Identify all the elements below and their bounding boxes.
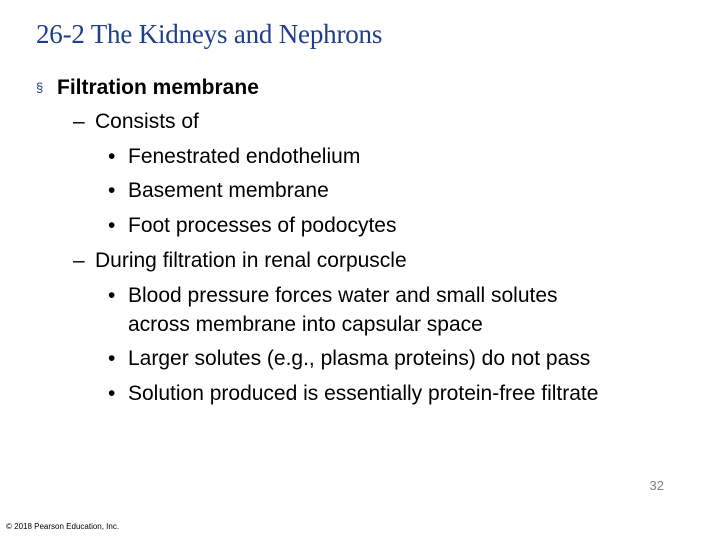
dot-bullet-icon: • — [108, 179, 116, 202]
bullet-item-l3: Blood pressure forces water and small solutes — [128, 284, 558, 307]
bullet-item-l3: Larger solutes (e.g., plasma proteins) do not pass — [128, 347, 591, 370]
dot-bullet-icon: • — [108, 347, 116, 370]
bullet-item-l3: Foot processes of podocytes — [128, 214, 397, 237]
section-bullet-icon: § — [36, 80, 44, 95]
dash-bullet-icon: – — [73, 249, 85, 272]
bullet-item-l1: Filtration membrane — [57, 76, 259, 99]
bullet-item-l2: During filtration in renal corpuscle — [95, 249, 407, 272]
dot-bullet-icon: • — [108, 214, 116, 237]
page-number: 32 — [649, 478, 664, 493]
dot-bullet-icon: • — [108, 284, 116, 307]
dash-bullet-icon: – — [73, 110, 85, 133]
bullet-item-l3: Basement membrane — [128, 179, 329, 202]
slide-title: 26-2 The Kidneys and Nephrons — [36, 19, 383, 49]
bullet-item-l2: Consists of — [95, 110, 199, 133]
dot-bullet-icon: • — [108, 382, 116, 405]
dot-bullet-icon: • — [108, 145, 116, 168]
copyright-notice: © 2018 Pearson Education, Inc. — [6, 522, 120, 531]
bullet-item-l3: Fenestrated endothelium — [128, 145, 361, 168]
bullet-item-continuation: across membrane into capsular space — [128, 313, 483, 336]
bullet-item-l3: Solution produced is essentially protein-free filtrate — [128, 382, 599, 405]
